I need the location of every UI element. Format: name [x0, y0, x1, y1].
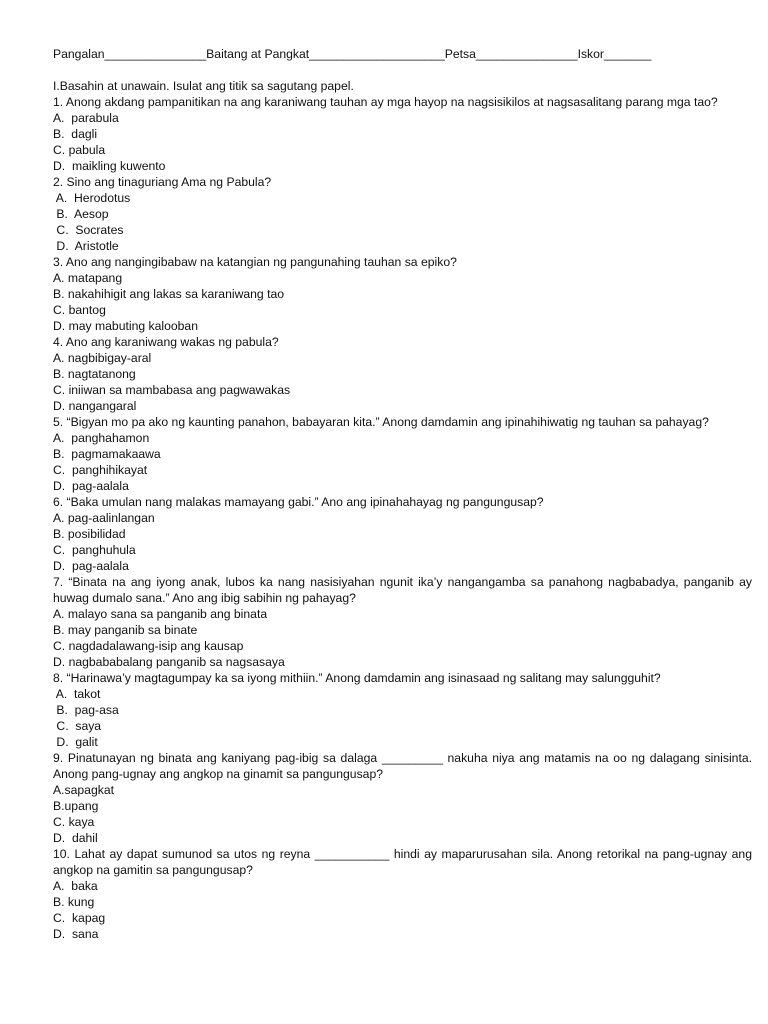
question-list [53, 94, 752, 942]
answer-option: B. pag-asa [53, 703, 119, 717]
answer-option: A. pag-aalinlangan [53, 511, 155, 525]
student-info-header: Pangalan_______________Baitang at Pangkat____________________Petsa_______________Iskor_______ [53, 47, 652, 61]
worksheet-content [53, 78, 752, 942]
answer-option: C. kapag [53, 911, 106, 925]
answer-option: C. panghuhula [53, 543, 136, 557]
answer-option: B. posibilidad [53, 527, 126, 541]
answer-option: C. saya [53, 719, 102, 733]
answer-option: A. Herodotus [53, 191, 131, 205]
answer-option: A.sapagkat [53, 783, 114, 797]
answer-option: C. Socrates [53, 223, 124, 237]
answer-option: B. Aesop [53, 207, 109, 221]
instructions: I.Basahin at unawain. Isulat ang titik sa sagutang papel. [53, 79, 354, 93]
answer-option: B. nagtatanong [53, 367, 136, 381]
question-text: 3. Ano ang nangingibabaw na katangian ng pangunahing tauhan sa epiko? [53, 255, 457, 269]
answer-option: A. panghahamon [53, 431, 150, 445]
answer-option: B. dagli [53, 127, 98, 141]
question-text: 10. Lahat ay dapat sumunod sa utos ng reyna ___________ hindi ay maparurusahan sila. Anong retorikal na pang-ugnay ang angkop na gamitin sa pangungusap? [53, 847, 752, 877]
answer-option: D. dahil [53, 831, 98, 845]
answer-option: B. kung [53, 895, 95, 909]
answer-option: D. maikling kuwento [53, 159, 166, 173]
answer-option: D. sana [53, 927, 99, 941]
answer-option: D. pag-aalala [53, 479, 129, 493]
question-text: 4. Ano ang karaniwang wakas ng pabula? [53, 335, 279, 349]
answer-option: B. may panganib sa binate [53, 623, 198, 637]
answer-option: A. parabula [53, 111, 119, 125]
answer-option: A. nagbibigay-aral [53, 351, 152, 365]
question-item [53, 94, 752, 174]
answer-option: D. nagbababalang panganib sa nagsasaya [53, 655, 285, 669]
answer-option: D. may mabuting kalooban [53, 319, 198, 333]
answer-option: C. nagdadalawang-isip ang kausap [53, 639, 244, 653]
answer-option: D. galit [53, 735, 98, 749]
answer-option: D. Aristotle [53, 239, 119, 253]
answer-option: A. matapang [53, 271, 123, 285]
question-text: 6. “Baka umulan nang malakas mamayang gabi.” Ano ang ipinahahayag ng pangungusap? [53, 495, 544, 509]
answer-option: C. panghihikayat [53, 463, 148, 477]
question-item [53, 254, 752, 334]
answer-option: A. baka [53, 879, 98, 893]
question-item [53, 414, 752, 494]
answer-option: B.upang [53, 799, 99, 813]
question-text: 8. “Harinawa’y magtagumpay ka sa iyong mithiin.” Anong damdamin ang isinasaad ng salitang may salungguhit? [53, 671, 661, 685]
answer-option: C. kaya [53, 815, 95, 829]
question-item [53, 574, 752, 670]
question-text: 1. Anong akdang pampanitikan na ang karaniwang tauhan ay mga hayop na nagsisikilos at nagsasalitang parang mga tao? [53, 95, 718, 109]
question-item [53, 846, 752, 942]
answer-option: C. iniiwan sa mambabasa ang pagwawakas [53, 383, 291, 397]
answer-option: D. pag-aalala [53, 559, 129, 573]
question-text: 7. “Binata na ang iyong anak, lubos ka nang nasisiyahan ngunit ika’y nangangamba sa panahong nagbabadya, panganib ay huwag dumalo sana.” Ano ang ibig sabihin ng pahayag? [53, 575, 752, 605]
answer-option: B. nakahihigit ang lakas sa karaniwang tao [53, 287, 285, 301]
answer-option: A. malayo sana sa panganib ang binata [53, 607, 268, 621]
question-item [53, 750, 752, 846]
answer-option: B. pagmamakaawa [53, 447, 161, 461]
answer-option: D. nangangaral [53, 399, 137, 413]
question-item [53, 494, 752, 574]
question-item [53, 334, 752, 414]
question-text: 2. Sino ang tinaguriang Ama ng Pabula? [53, 175, 272, 189]
question-text: 5. “Bigyan mo pa ako ng kaunting panahon, babayaran kita.” Anong damdamin ang ipinahihiwatig ng tauhan sa pahayag? [53, 415, 709, 429]
answer-option: C. bantog [53, 303, 106, 317]
question-item [53, 670, 752, 750]
answer-option: C. pabula [53, 143, 106, 157]
question-item [53, 174, 752, 254]
answer-option: A. takot [53, 687, 101, 701]
question-text: 9. Pinatunayan ng binata ang kaniyang pag-ibig sa dalaga _________ nakuha niya ang matamis na oo ng dalagang sinisinta. Anong pang-ugnay ang angkop na ginamit sa pangungusap? [53, 751, 752, 781]
